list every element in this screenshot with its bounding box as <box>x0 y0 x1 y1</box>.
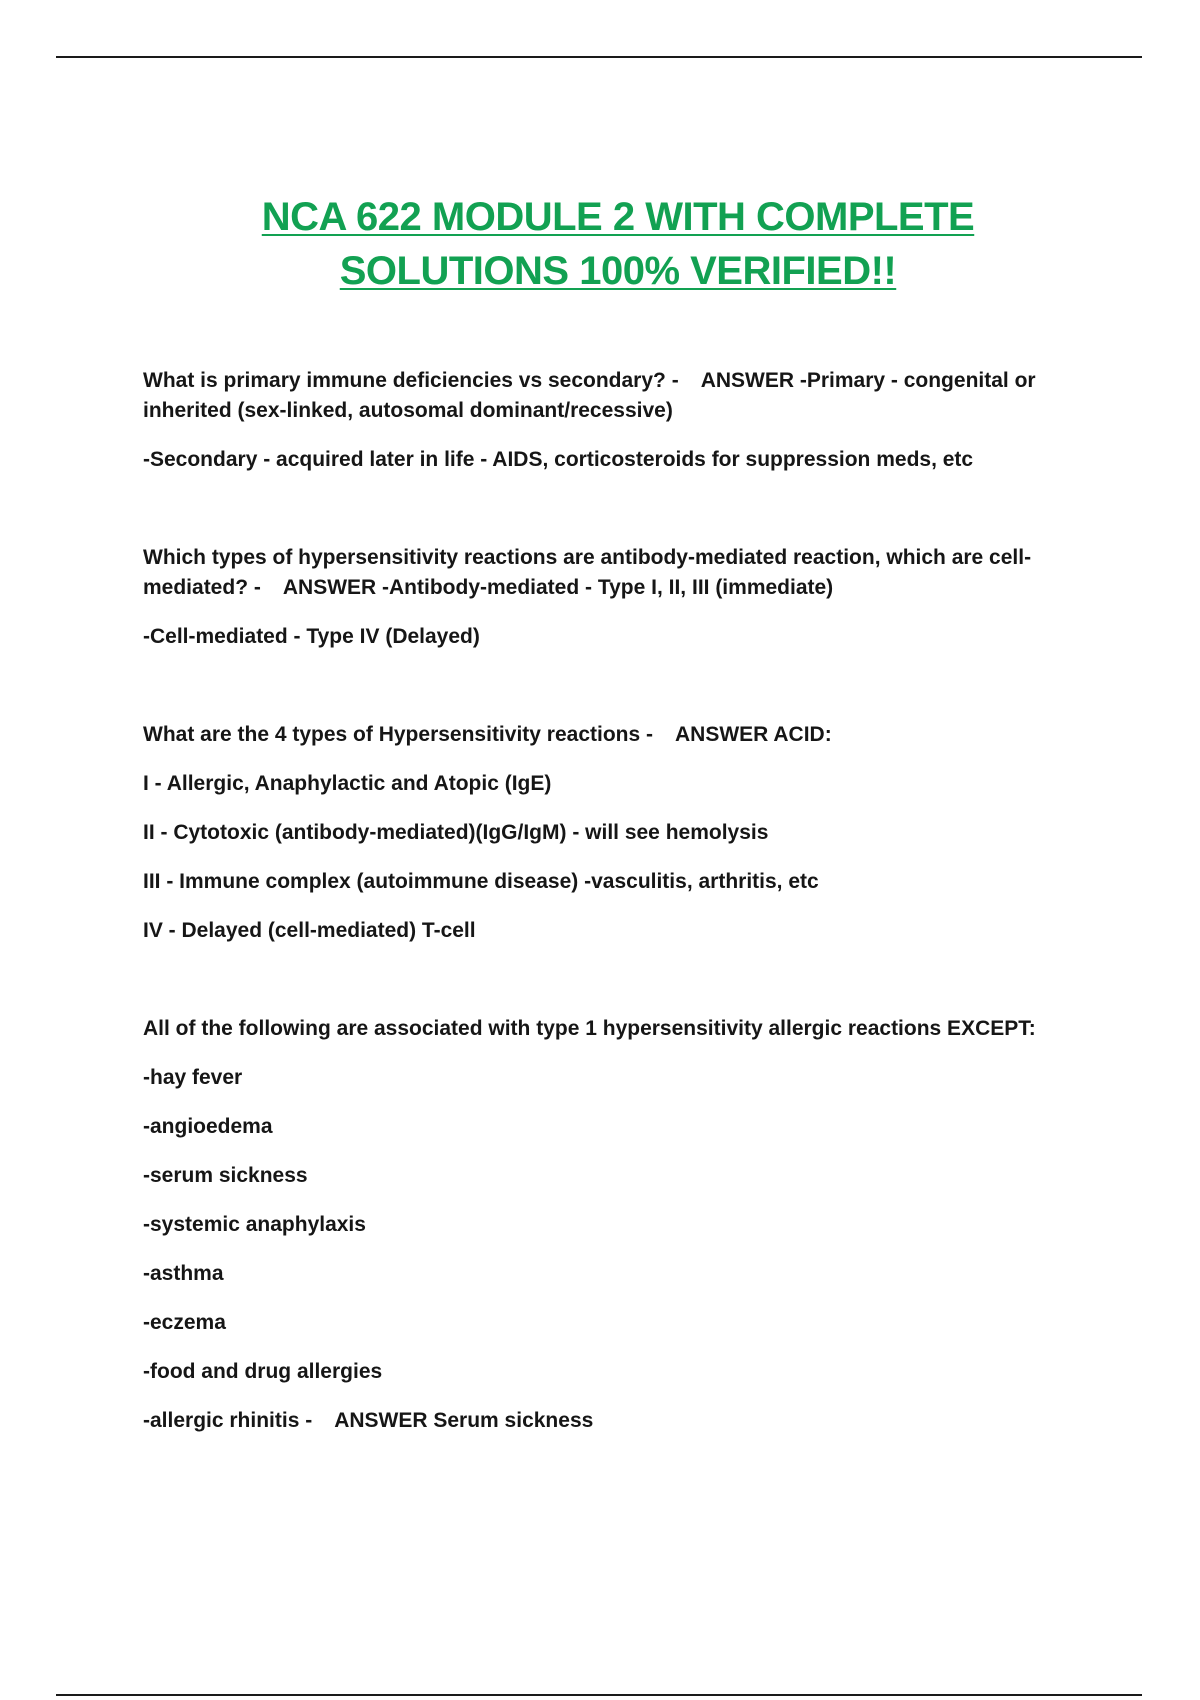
option-line: -asthma <box>143 1262 224 1285</box>
title-line-1: NCA 622 MODULE 2 WITH COMPLETE <box>261 195 975 239</box>
answer-line: -Secondary - acquired later in life - AIDS, corticosteroids for suppression meds, etc <box>143 448 974 471</box>
document-title <box>0 190 1200 298</box>
option-text: -allergic rhinitis - <box>143 1409 313 1432</box>
option-line: -hay fever <box>143 1066 243 1089</box>
answer-line: -Cell-mediated - Type IV (Delayed) <box>143 625 480 648</box>
answer-line: II - Cytotoxic (antibody-mediated)(IgG/IgM) - will see hemolysis <box>143 821 769 844</box>
document-body <box>143 366 1083 1504</box>
qa-item-4 <box>143 1014 1083 1436</box>
question-paragraph <box>143 366 1083 426</box>
answer-line: III - Immune complex (autoimmune disease) -vasculitis, arthritis, etc <box>143 870 819 893</box>
answer-line: IV - Delayed (cell-mediated) T-cell <box>143 919 476 942</box>
answer-text: ANSWER Serum sickness <box>334 1409 594 1432</box>
title-line-2: SOLUTIONS 100% VERIFIED!! <box>339 249 897 293</box>
answer-text: ANSWER ACID: <box>675 723 832 746</box>
question-text: Which types of hypersensitivity reactions are antibody-mediated reaction, which are cell-mediated? - <box>143 546 1032 599</box>
question-paragraph: All of the following are associated with type 1 hypersensitivity allergic reactions EXCEPT: <box>143 1017 1036 1040</box>
option-line-with-answer <box>143 1406 1083 1436</box>
question-text: What is primary immune deficiencies vs secondary? - <box>143 369 679 392</box>
option-line: -systemic anaphylaxis <box>143 1213 366 1236</box>
question-paragraph <box>143 720 1083 750</box>
answer-text: ANSWER -Antibody-mediated - Type I, II, III (immediate) <box>282 576 834 599</box>
answer-line: I - Allergic, Anaphylactic and Atopic (IgE) <box>143 772 552 795</box>
option-line: -angioedema <box>143 1115 273 1138</box>
question-paragraph <box>143 543 1083 603</box>
bottom-rule <box>56 1694 1142 1696</box>
question-text: What are the 4 types of Hypersensitivity reactions - <box>143 723 653 746</box>
option-line: -food and drug allergies <box>143 1360 383 1383</box>
qa-item-2 <box>143 543 1083 652</box>
qa-item-1 <box>143 366 1083 475</box>
qa-item-3 <box>143 720 1083 946</box>
option-line: -eczema <box>143 1311 226 1334</box>
top-rule <box>56 56 1142 58</box>
answer-text: ANSWER -Primary - congenital or inherited (sex-linked, autosomal dominant/recessive) <box>143 369 1036 422</box>
option-line: -serum sickness <box>143 1164 308 1187</box>
